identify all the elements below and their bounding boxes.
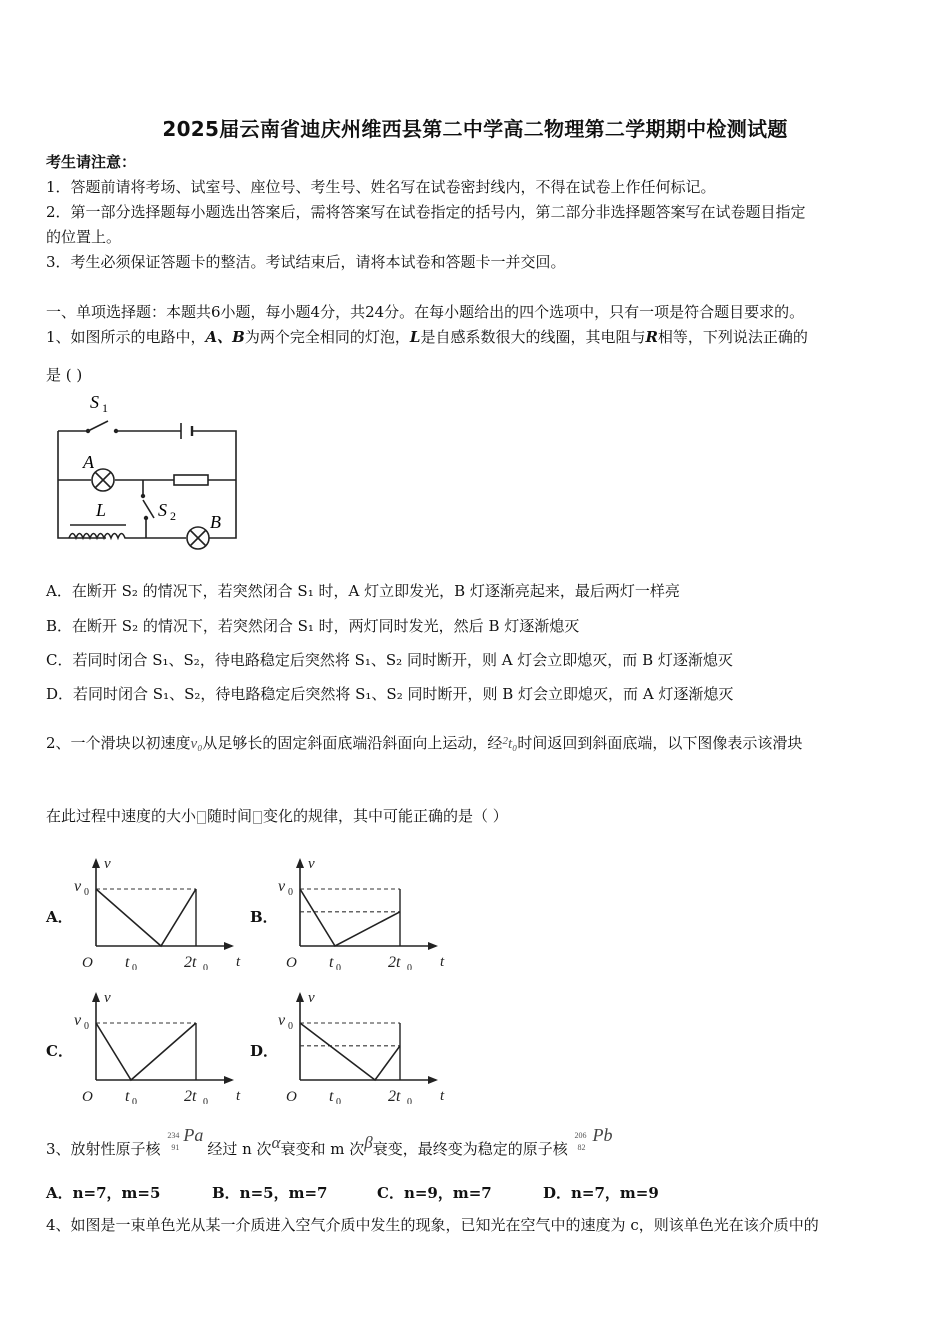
t0-tick-label: t (125, 1088, 130, 1104)
velocity-series (96, 889, 196, 946)
section-heading: 一、单项选择题：本题共6小题，每小题4分，共24分。在每小题给出的四个选项中，只有一项是符合题目要求的。 (46, 303, 805, 321)
t0-tick-label: t (125, 954, 130, 970)
v0-tick-sub: 0 (288, 887, 293, 898)
vt-graph-c (72, 986, 242, 1104)
v0-symbol: v₀ (190, 736, 203, 752)
q1-option-b: B．在断开 S₂ 的情况下，若突然闭合 S₁ 时，两灯同时发光，然后 B 灯逐渐熄灭 (46, 617, 580, 635)
graph-label-b: B． (250, 908, 278, 926)
label-s2-sub: 2 (170, 509, 176, 523)
origin-label: O (82, 955, 93, 970)
pb-nuclide: 206 82 Pb (574, 1125, 613, 1152)
origin-label: O (82, 1089, 93, 1104)
graph-label-a: A． (46, 908, 73, 926)
label-l: L (96, 500, 107, 520)
t-axis-arrow (428, 1076, 438, 1084)
v0-tick-label: v (74, 1012, 82, 1029)
velocity-series (300, 889, 400, 946)
v-axis-arrow (296, 858, 304, 868)
notice-item-1: 1．答题前请将考场、试室号、座位号、考生号、姓名写在试卷密封线内，不得在试卷上作任何标记。 (46, 178, 716, 196)
q2-stem-line1: 2、一个滑块以初速度v₀从足够长的固定斜面底端沿斜面向上运动，经$^2$t₀时间返回到斜面底端，以下图像表示该滑块 (46, 734, 803, 752)
v-axis-arrow (92, 858, 100, 868)
vt-graph-d (276, 986, 446, 1104)
q1-option-a: A．在断开 S₂ 的情况下，若突然闭合 S₁ 时，A 灯立即发光，B 灯逐渐亮起来，最后两灯一样亮 (46, 582, 680, 600)
v0-tick-label: v (74, 878, 82, 895)
q1-stem-line1: 1、如图所示的电路中，A、B为两个完全相同的灯泡，L是自感系数很大的线圈，其电阻与R相等，下列说法正确的 (46, 328, 808, 346)
pa-nuclide: 234 91 Pa (167, 1125, 204, 1152)
velocity-series (300, 1023, 400, 1080)
q3-option-d: D．n=7，m=9 (543, 1184, 659, 1202)
velocity-series (96, 1023, 196, 1080)
v0-tick-sub: 0 (84, 887, 89, 898)
t-axis-label: t (236, 954, 241, 970)
label-s1: S (90, 392, 99, 412)
q3-option-c: C．n=9，m=7 (377, 1184, 492, 1202)
v0-tick-label: v (278, 1012, 286, 1029)
t2-tick-label: 2t (388, 1088, 401, 1104)
origin-label: O (286, 955, 297, 970)
graph-label-c: C． (46, 1042, 73, 1060)
q3-option-b: B．n=5，m=7 (212, 1184, 328, 1202)
q2-stem-line2: 在此过程中速度的大小 随时间 变化的规律，其中可能正确的是（ ） (46, 807, 508, 825)
v-axis-label: v (308, 990, 315, 1006)
q4-stem: 4、如图是一束单色光从某一介质进入空气介质中发生的现象，已知光在空气中的速度为 c，则该单色光在该介质中的 (46, 1216, 819, 1234)
t0-tick-label: t (329, 954, 334, 970)
q1-option-d: D．若同时闭合 S₁、S₂，待电路稳定后突然将 S₁、S₂ 同时断开，则 B 灯会立即熄灭，而 A 灯逐渐熄灭 (46, 685, 734, 703)
t2-tick-sub: 0 (203, 1097, 208, 1104)
page-title: 2025届云南省迪庆州维西县第二中学高二物理第二学期期中检测试题 (162, 117, 788, 141)
t-axis-label: t (440, 1088, 445, 1104)
q3-option-a: A．n=7，m=5 (46, 1184, 161, 1202)
v0-tick-label: v (278, 878, 286, 895)
notice-item-3: 3．考生必须保证答题卡的整洁。考试结束后，请将本试卷和答题卡一并交回。 (46, 253, 566, 271)
graph-label-d: D． (250, 1042, 279, 1060)
t0-tick-sub: 0 (132, 1097, 137, 1104)
label-a: A (83, 452, 94, 472)
v-axis-label: v (104, 990, 111, 1006)
v-axis-arrow (92, 992, 100, 1002)
q1-option-c: C．若同时闭合 S₁、S₂，待电路稳定后突然将 S₁、S₂ 同时断开，则 A 灯会立即熄灭，而 B 灯逐渐熄灭 (46, 651, 733, 669)
q1-circuit-diagram (46, 388, 246, 550)
vt-graph-b (276, 852, 446, 970)
t2-tick-label: 2t (184, 954, 197, 970)
t2-tick-sub: 0 (203, 963, 208, 970)
v-axis-label: v (308, 856, 315, 872)
t2-tick-sub: 0 (407, 1097, 412, 1104)
t-axis-label: t (440, 954, 445, 970)
label-s1-sub: 1 (102, 401, 108, 415)
label-b: B (210, 512, 221, 532)
q3-stem: 3、放射性原子核 234 91 Pa 经过 n 次α衰变和 m 次β衰变，最终变为稳定的原子核 206 82 Pb (46, 1134, 617, 1159)
v0-tick-sub: 0 (288, 1021, 293, 1032)
t0-tick-label: t (329, 1088, 334, 1104)
t-axis-label: t (236, 1088, 241, 1104)
notice-heading: 考生请注意： (46, 153, 137, 171)
t0-tick-sub: 0 (336, 1097, 341, 1104)
t2-tick-label: 2t (184, 1088, 197, 1104)
notice-item-2a: 2．第一部分选择题每小题选出答案后，需将答案写在试卷指定的括号内，第二部分非选择题答案写在试卷题目指定 (46, 203, 806, 221)
origin-label: O (286, 1089, 297, 1104)
v-axis-label: v (104, 856, 111, 872)
v-axis-arrow (296, 992, 304, 1002)
v0-tick-sub: 0 (84, 1021, 89, 1032)
t-axis-arrow (224, 942, 234, 950)
t0-tick-sub: 0 (132, 963, 137, 970)
t2-tick-sub: 0 (407, 963, 412, 970)
t2-tick-label: 2t (388, 954, 401, 970)
q1-stem-line2: 是 ( ) (46, 366, 83, 384)
notice-item-2b: 的位置上。 (46, 228, 122, 246)
t-axis-arrow (224, 1076, 234, 1084)
t0-tick-sub: 0 (336, 963, 341, 970)
label-s2: S (158, 500, 167, 520)
vt-graph-a (72, 852, 242, 970)
t-axis-arrow (428, 942, 438, 950)
